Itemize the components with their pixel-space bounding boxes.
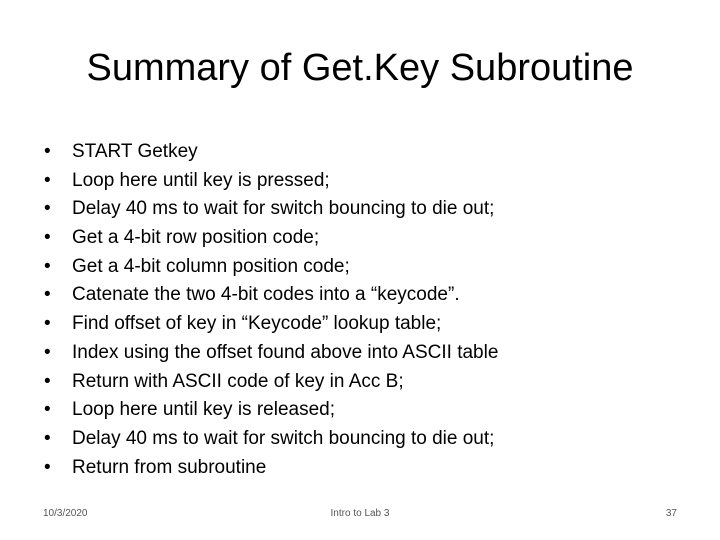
bullet-icon: • (44, 370, 51, 392)
bullet-text: Loop here until key is released; (72, 399, 335, 421)
list-item (44, 454, 684, 483)
bullet-text: Delay 40 ms to wait for switch bouncing to die out; (72, 427, 495, 449)
list-item (44, 310, 684, 339)
bullet-text: Return with ASCII code of key in Acc B; (72, 370, 404, 392)
list-item (44, 224, 684, 253)
footer-title: Intro to Lab 3 (330, 508, 390, 519)
list-item (44, 138, 684, 167)
bullet-text: Delay 40 ms to wait for switch bouncing to die out; (72, 198, 495, 220)
list-item (44, 339, 684, 368)
list-item (44, 425, 684, 454)
bullet-icon: • (44, 284, 51, 306)
bullet-text: Get a 4-bit row position code; (72, 227, 320, 249)
bullet-icon: • (44, 198, 51, 220)
bullet-icon: • (44, 169, 51, 191)
bullet-text: Find offset of key in “Keycode” lookup table; (72, 313, 442, 335)
bullet-icon: • (44, 255, 51, 277)
bullet-icon: • (44, 313, 51, 335)
bullet-text: START Getkey (72, 141, 198, 162)
list-item (44, 167, 684, 196)
list-item (44, 253, 684, 282)
list-item (44, 195, 684, 224)
bullet-icon: • (44, 456, 51, 478)
bullet-icon: • (44, 227, 51, 249)
bullet-icon: • (44, 341, 51, 363)
footer-date: 10/3/2020 (43, 508, 88, 519)
bullet-icon: • (44, 141, 51, 162)
bullet-text: Loop here until key is pressed; (72, 169, 330, 191)
list-item (44, 368, 684, 397)
bullet-text: Return from subroutine (72, 456, 267, 478)
bullet-text: Index using the offset found above into ASCII table (72, 341, 499, 363)
bullet-icon: • (44, 427, 51, 449)
bullet-list (44, 138, 684, 482)
list-item (44, 281, 684, 310)
list-item (44, 396, 684, 425)
bullet-text: Catenate the two 4-bit codes into a “keycode”. (72, 284, 460, 306)
bullet-icon: • (44, 399, 51, 421)
slide-title: Summary of Get.Key Subroutine (86, 47, 634, 89)
page-number: 37 (665, 508, 677, 519)
bullet-text: Get a 4-bit column position code; (72, 255, 350, 277)
